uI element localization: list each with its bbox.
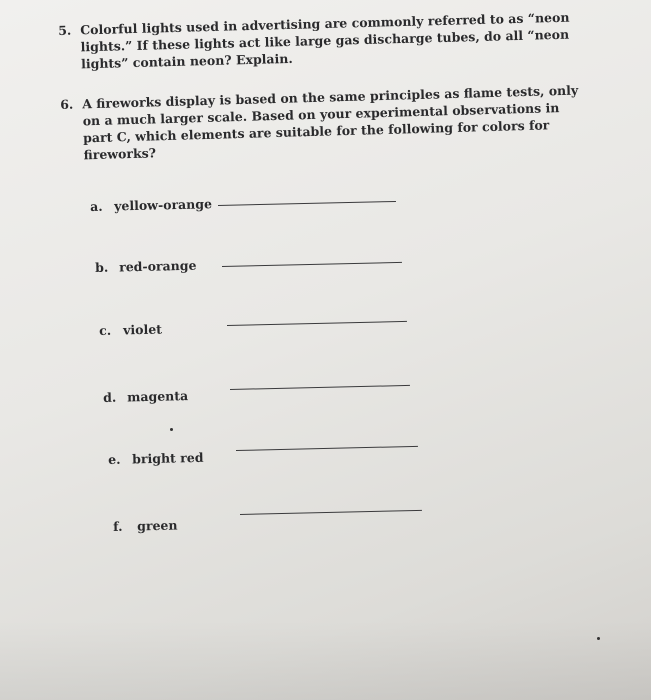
item-label: violet — [122, 321, 163, 338]
item-label: magenta — [126, 388, 189, 405]
answer-line-d[interactable] — [230, 385, 410, 390]
item-letter: d. — [103, 389, 117, 405]
item-label: green — [136, 517, 178, 534]
item-letter: b. — [95, 259, 109, 275]
page-shadow — [0, 620, 651, 700]
question-number: 5. — [58, 22, 72, 38]
item-letter: a. — [90, 198, 103, 214]
item-violet — [99, 322, 162, 338]
item-letter: e. — [108, 451, 121, 467]
item-label: red-orange — [118, 257, 197, 275]
item-green — [113, 518, 178, 534]
ink-speck — [170, 428, 173, 431]
answer-line-f[interactable] — [240, 510, 422, 515]
question-text: Colorful lights used in advertising are commonly referred to as “neon lights.” If these lights act like large gas discharge tubes, do all “neon lights” contain neon? Explain. — [80, 9, 570, 72]
answer-line-e[interactable] — [236, 446, 418, 451]
question-number: 6. — [60, 96, 74, 112]
question-text: A fireworks display is based on the same principles as flame tests, only on a much larger scale. Based on your experimental observations in part C, which elements are suitable for the following for colors for fireworks? — [82, 82, 579, 163]
item-label: bright red — [131, 449, 204, 467]
item-label: yellow-orange — [113, 196, 213, 214]
answer-line-c[interactable] — [227, 321, 407, 326]
question-6 — [60, 81, 592, 164]
item-letter: f. — [113, 518, 123, 534]
question-5 — [58, 8, 579, 73]
item-letter: c. — [99, 322, 112, 338]
answer-line-a[interactable] — [218, 201, 396, 206]
answer-line-b[interactable] — [222, 262, 402, 267]
item-yellow-orange — [90, 196, 212, 214]
item-bright-red — [108, 450, 204, 467]
item-red-orange — [95, 258, 197, 275]
item-magenta — [103, 388, 188, 405]
